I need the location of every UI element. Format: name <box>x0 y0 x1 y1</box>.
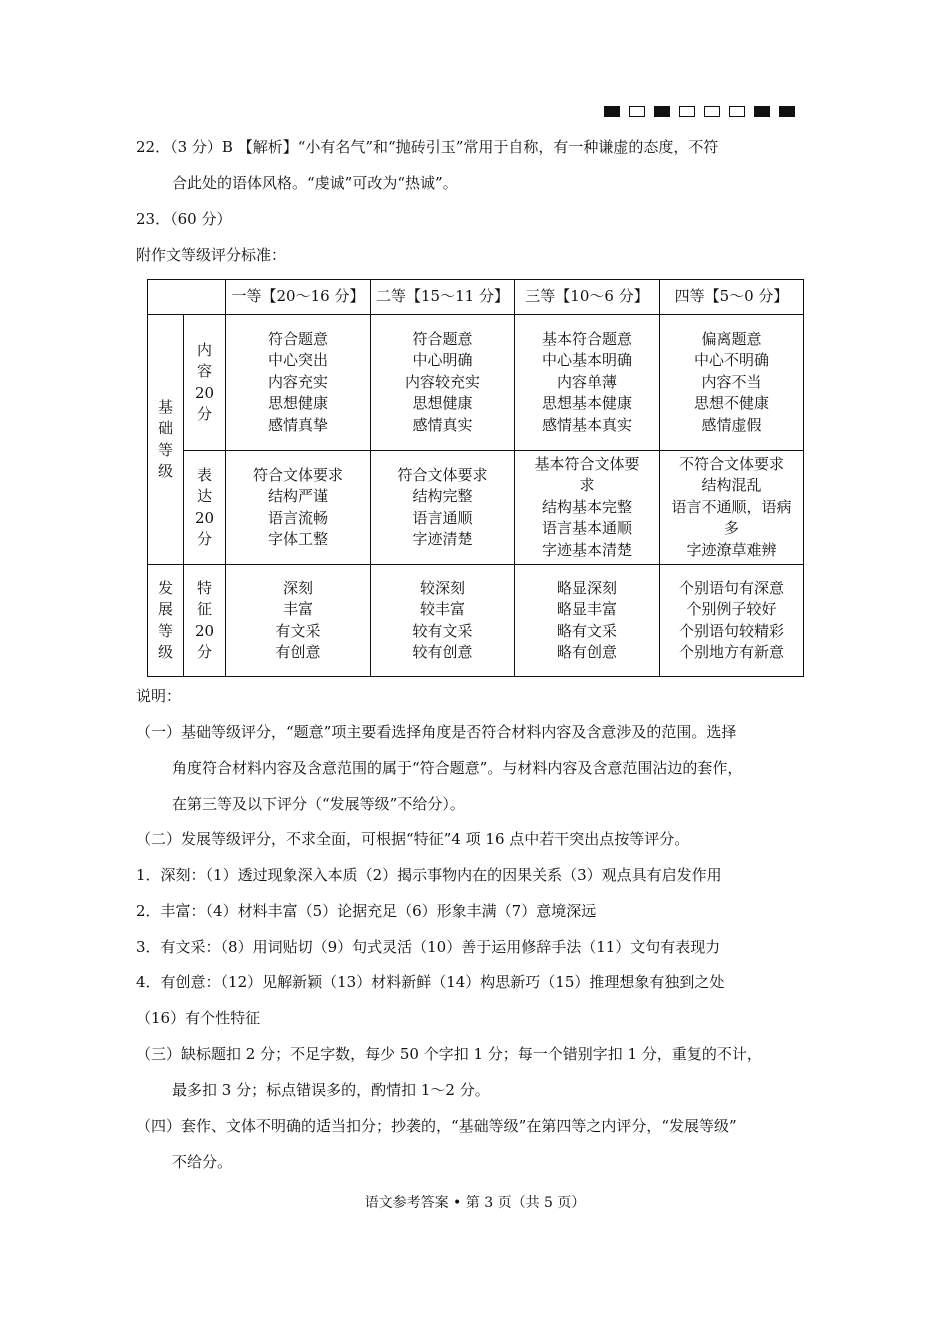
cell-line: 略有创意 <box>556 643 617 661</box>
cell-line: 20 <box>194 508 215 527</box>
cell-line: 思想基本健康 <box>541 394 632 413</box>
cell-line: 思想健康 <box>267 394 328 413</box>
feature-cell <box>226 565 371 677</box>
cell-line: 个别地方有新意 <box>678 643 784 661</box>
note-2: （二）发展等级评分，不求全面，可根据“特征”4 项 16 点中若干突出点按等评分。 <box>136 830 690 848</box>
cell-line: 略有文采 <box>556 621 617 640</box>
content-cell <box>371 315 515 451</box>
sub-feature <box>184 565 226 677</box>
cell-line: 符合题意 <box>412 329 473 348</box>
page-footer: 语文参考答案 • 第 3 页（共 5 页） <box>364 1195 586 1211</box>
cell-line: 不符合文体要求 <box>678 454 784 473</box>
cell-line: 内容较充实 <box>404 372 480 391</box>
cell-line: 字体工整 <box>267 530 328 548</box>
point-3: 3．有文采：（8）用词贴切（9）句式灵活（10）善于运用修辞手法（11）文句有表现力 <box>136 938 721 956</box>
cell-line: 结构严谨 <box>267 487 328 505</box>
cell-line: 有文采 <box>275 621 321 640</box>
table-caption: 附作文等级评分标准： <box>136 246 287 264</box>
cell-line: 较深刻 <box>419 578 465 597</box>
cell-line: 语言通顺 <box>412 508 473 527</box>
cell-line: 多 <box>723 519 739 538</box>
cell-line: 结构完整 <box>412 487 473 505</box>
cell-line: 感情真挚 <box>267 415 328 434</box>
cell-line: 符合文体要求 <box>252 465 343 484</box>
cell-line: 思想健康 <box>412 394 473 413</box>
feature-cell <box>371 565 515 677</box>
cell-line: 分 <box>196 643 212 661</box>
cell-line: 发 <box>157 578 173 597</box>
content-cell <box>515 315 660 451</box>
feature-cell <box>660 565 804 677</box>
feature-cell <box>515 565 660 677</box>
cell-line: 20 <box>194 383 215 402</box>
note-1-line3: 在第三等及以下评分（“发展等级”不给分）。 <box>172 795 465 813</box>
cell-line: 表 <box>196 465 212 484</box>
cell-line: 展 <box>157 600 173 618</box>
cell-line: 感情虚假 <box>701 415 762 434</box>
cell-line: 个别语句较精彩 <box>678 621 784 640</box>
cell-line: 偏离题意 <box>701 329 762 348</box>
cell-line: 基 <box>157 397 173 416</box>
point-4-cont: （16）有个性特征 <box>136 1009 261 1027</box>
cell-line: 较丰富 <box>419 600 465 618</box>
cell-line: 略显深刻 <box>556 578 617 597</box>
cell-line: 分 <box>196 530 212 548</box>
content-cell <box>226 315 371 451</box>
cell-line: 内容不当 <box>701 372 762 391</box>
cell-line: 级 <box>157 462 173 480</box>
header-grade-4: 四等【5～0 分】 <box>660 280 804 315</box>
cell-line: 语言不通顺，语病 <box>671 497 792 516</box>
expression-cell <box>515 451 660 565</box>
cell-line: 中心不明确 <box>693 351 769 370</box>
note-4-line2: 不给分。 <box>172 1153 233 1171</box>
table-header-row <box>148 280 804 315</box>
filled-square-mark <box>754 106 770 117</box>
point-1: 1．深刻：（1）透过现象深入本质（2）揭示事物内在的因果关系（3）观点具有启发作用 <box>136 866 722 884</box>
header-grade-3: 三等【10～6 分】 <box>515 280 660 315</box>
expression-cell <box>660 451 804 565</box>
cell-line: 级 <box>157 643 173 661</box>
expression-row <box>148 451 804 565</box>
cell-line: 中心明确 <box>412 351 473 370</box>
empty-square-mark <box>704 106 720 117</box>
cell-line: 础 <box>157 419 173 437</box>
cell-line: 较有文采 <box>412 621 473 640</box>
empty-square-mark <box>729 106 745 117</box>
cell-line: 等 <box>157 621 173 640</box>
note-1-line2: 角度符合材料内容及含意范围的属于“符合题意”。与材料内容及含意范围沾边的套作， <box>172 759 743 777</box>
feature-row <box>148 565 804 677</box>
cell-line: 基本符合文体要 <box>534 454 640 473</box>
cell-line: 内容充实 <box>267 372 328 391</box>
page-marks <box>604 106 795 117</box>
cell-line: 中心基本明确 <box>541 351 632 370</box>
filled-square-mark <box>779 106 795 117</box>
cell-line: 字迹基本清楚 <box>541 540 632 559</box>
cell-line: 结构混乱 <box>701 476 762 495</box>
cell-line: 思想不健康 <box>693 394 769 413</box>
cell-line: 丰富 <box>282 600 313 618</box>
header-grade-1: 一等【20～16 分】 <box>226 280 371 315</box>
cell-line: 求 <box>579 476 595 495</box>
cell-line: 特 <box>196 578 212 597</box>
q22-line2: 合此处的语体风格。“虔诚”可改为“热诚”。 <box>172 174 458 192</box>
sub-expression <box>184 451 226 565</box>
note-3-line2: 最多扣 3 分；标点错误多的，酌情扣 1～2 分。 <box>172 1081 490 1099</box>
cell-line: 中心突出 <box>267 351 328 370</box>
group-basic <box>148 315 184 565</box>
q23-title: 23．（60 分） <box>136 210 232 228</box>
header-grade-2: 二等【15～11 分】 <box>371 280 515 315</box>
header-blank <box>148 280 226 315</box>
cell-line: 较有创意 <box>412 643 473 661</box>
expression-cell <box>226 451 371 565</box>
q22-line1: 22．（3 分）B 【解析】“小有名气”和“抛砖引玉”常用于自称，有一种谦虚的态度，不符 <box>136 138 719 156</box>
filled-square-mark <box>654 106 670 117</box>
cell-line: 个别语句有深意 <box>678 578 784 597</box>
cell-line: 感情真实 <box>412 415 473 434</box>
cell-line: 语言基本通顺 <box>541 519 632 538</box>
note-3-line1: （三）缺标题扣 2 分；不足字数，每少 50 个字扣 1 分；每一个错别字扣 1 分，重复的不计， <box>136 1045 762 1063</box>
empty-square-mark <box>629 106 645 117</box>
notes-title: 说明： <box>136 687 182 705</box>
content-cell <box>660 315 804 451</box>
empty-square-mark <box>679 106 695 117</box>
cell-line: 字迹清楚 <box>412 530 473 548</box>
cell-line: 结构基本完整 <box>541 497 632 516</box>
content-row <box>148 315 804 451</box>
cell-line: 个别例子较好 <box>686 600 777 618</box>
cell-line: 达 <box>196 487 212 505</box>
cell-line: 有创意 <box>275 643 321 661</box>
cell-line: 基本符合题意 <box>541 329 632 348</box>
point-2: 2．丰富：（4）材料丰富（5）论据充足（6）形象丰满（7）意境深远 <box>136 902 597 920</box>
cell-line: 20 <box>194 621 215 640</box>
filled-square-mark <box>604 106 620 117</box>
cell-line: 等 <box>157 440 173 459</box>
cell-line: 分 <box>196 405 212 423</box>
cell-line: 字迹潦草难辨 <box>686 540 777 559</box>
grading-table <box>147 279 804 677</box>
cell-line: 征 <box>196 600 212 618</box>
cell-line: 内 <box>196 340 212 359</box>
note-4-line1: （四）套作、文体不明确的适当扣分；抄袭的，“基础等级”在第四等之内评分，“发展等级” <box>136 1117 737 1135</box>
cell-line: 符合文体要求 <box>397 465 488 484</box>
cell-line: 感情基本真实 <box>541 415 632 434</box>
note-1-line1: （一）基础等级评分，“题意”项主要看选择角度是否符合材料内容及含意涉及的范围。选择 <box>136 723 737 741</box>
cell-line: 内容单薄 <box>556 372 617 391</box>
cell-line: 符合题意 <box>267 329 328 348</box>
cell-line: 深刻 <box>282 578 313 597</box>
expression-cell <box>371 451 515 565</box>
group-development <box>148 565 184 677</box>
cell-line: 略显丰富 <box>556 600 617 618</box>
sub-content <box>184 315 226 451</box>
cell-line: 容 <box>196 362 212 380</box>
point-4: 4．有创意：（12）见解新颖（13）材料新鲜（14）构思新巧（15）推理想象有独到之处 <box>136 973 725 991</box>
cell-line: 语言流畅 <box>267 508 328 527</box>
